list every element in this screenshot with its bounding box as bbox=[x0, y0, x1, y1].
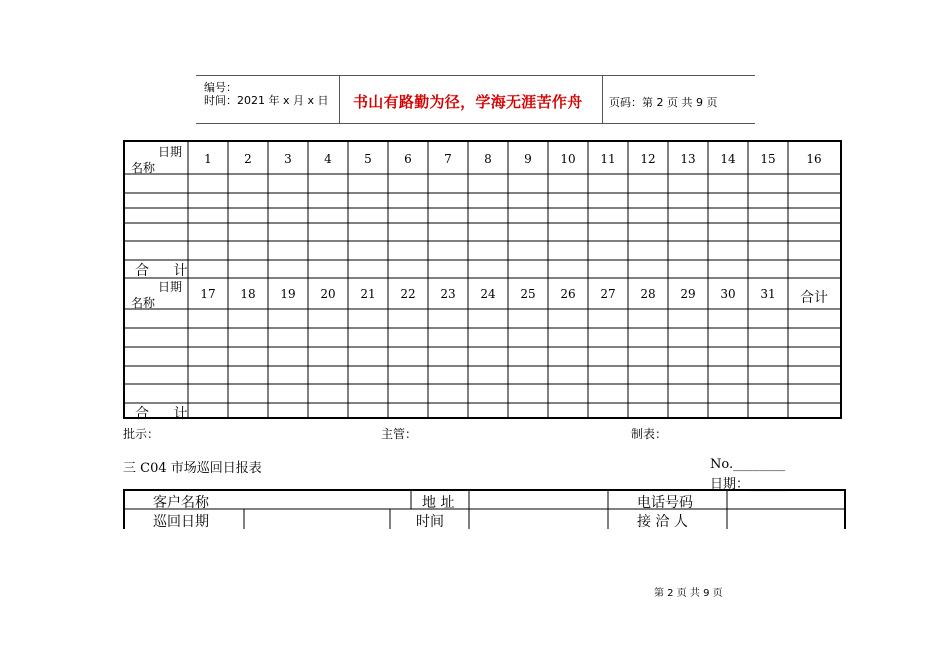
form-title: 三 C04 市场巡回日报表 bbox=[123, 461, 262, 476]
day-header-20: 20 bbox=[320, 287, 336, 301]
tour-date-header: 巡回日期 bbox=[153, 514, 209, 530]
motto-text: 书山有路勤为径，学海无涯苦作舟 bbox=[353, 93, 583, 111]
day-header-1: 1 bbox=[204, 152, 212, 166]
phone-number-header: 电话号码 bbox=[637, 495, 693, 511]
day-header-26: 26 bbox=[560, 287, 576, 301]
form-number-label: No.________ bbox=[710, 457, 786, 472]
day-header-16: 16 bbox=[806, 152, 822, 166]
supervisor-label: 主管： bbox=[381, 427, 418, 441]
day-header-5: 5 bbox=[364, 152, 372, 166]
day-header-15: 15 bbox=[760, 152, 776, 166]
day-header-6: 6 bbox=[404, 152, 412, 166]
day-header-27: 27 bbox=[600, 287, 616, 301]
page-number-label: 页码：第 2 页 共 9 页 bbox=[609, 96, 718, 109]
contact-person-header: 接 洽 人 bbox=[637, 514, 688, 530]
page-footer: 第 2 页 共 9 页 bbox=[654, 588, 723, 599]
corner-name-label-1: 名称 bbox=[131, 161, 156, 175]
day-header-11: 11 bbox=[600, 152, 616, 166]
prepared-by-label: 制表： bbox=[631, 427, 668, 441]
approval-label: 批示： bbox=[123, 427, 160, 441]
day-header-22: 22 bbox=[400, 287, 416, 301]
day-header-3: 3 bbox=[284, 152, 292, 166]
header-bottom-rule bbox=[196, 123, 755, 124]
day-header-23: 23 bbox=[440, 287, 456, 301]
sum-label-1: 合 计 bbox=[135, 263, 198, 279]
address-header: 地 址 bbox=[422, 495, 455, 511]
form-date-label: 日期：______ bbox=[710, 477, 789, 492]
sum-label-2: 合 计 bbox=[135, 406, 198, 422]
day-header-25: 25 bbox=[520, 287, 536, 301]
customer-name-header: 客户名称 bbox=[153, 495, 209, 511]
document-time-label: 时间：2021 年 x 月 x 日 bbox=[204, 94, 329, 107]
day-header-28: 28 bbox=[640, 287, 656, 301]
day-header-19: 19 bbox=[280, 287, 296, 301]
day-header-18: 18 bbox=[240, 287, 256, 301]
day-header-2: 2 bbox=[244, 152, 252, 166]
day-header-30: 30 bbox=[720, 287, 736, 301]
day-header-14: 14 bbox=[720, 152, 736, 166]
corner-date-label-1: 日期 bbox=[158, 145, 183, 159]
document-code-label: 编号： bbox=[204, 81, 237, 94]
form-grid-lines bbox=[123, 489, 846, 529]
time-header: 时间 bbox=[416, 514, 444, 530]
day-header-10: 10 bbox=[560, 152, 576, 166]
day-header-24: 24 bbox=[480, 287, 496, 301]
calendar-grid-lines bbox=[125, 142, 844, 421]
day-header-7: 7 bbox=[444, 152, 452, 166]
day-header-12: 12 bbox=[640, 152, 656, 166]
market-tour-form-table bbox=[123, 489, 846, 529]
daily-calendar-table bbox=[123, 140, 842, 422]
header-top-rule bbox=[196, 75, 755, 76]
day-header-13: 13 bbox=[680, 152, 696, 166]
corner-name-label-2: 名称 bbox=[131, 296, 156, 310]
day-header-31: 31 bbox=[760, 287, 776, 301]
day-header-21: 21 bbox=[360, 287, 376, 301]
day-header-8: 8 bbox=[484, 152, 492, 166]
day-header-9: 9 bbox=[524, 152, 532, 166]
day-header-total: 合计 bbox=[800, 290, 828, 306]
corner-date-label-2: 日期 bbox=[158, 280, 183, 294]
header-divider-left bbox=[339, 76, 340, 123]
day-header-4: 4 bbox=[324, 152, 332, 166]
day-header-17: 17 bbox=[200, 287, 216, 301]
day-header-29: 29 bbox=[680, 287, 696, 301]
header-divider-right bbox=[602, 76, 603, 123]
